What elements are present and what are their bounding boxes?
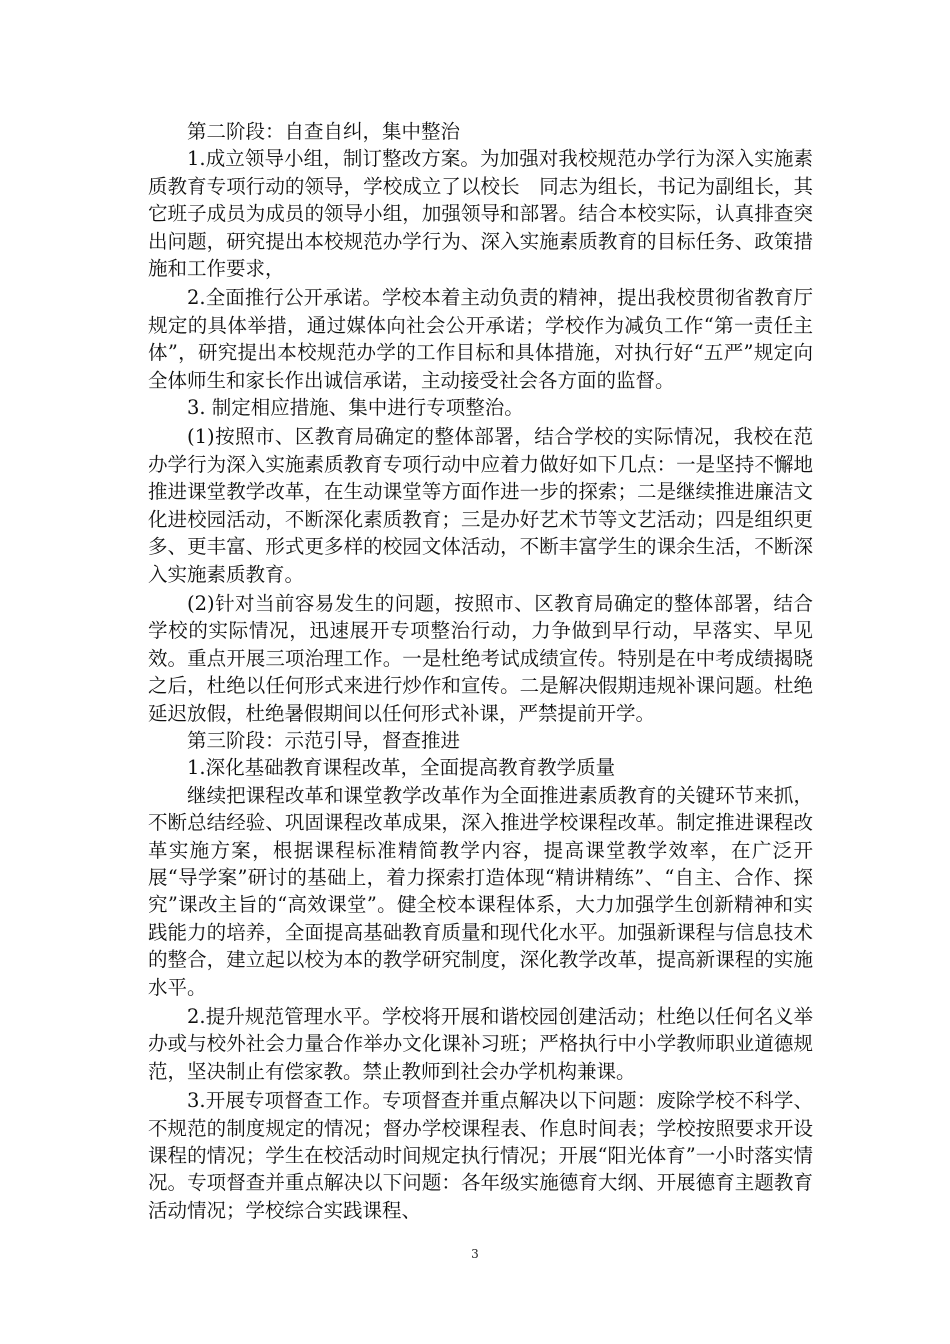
page-number: 3 [471, 1247, 479, 1261]
paragraph-measures-heading: 3. 制定相应措施、集中进行专项整治。 [187, 396, 524, 420]
paragraph-management: 2.提升规范管理水平。学校将开展和谐校园创建活动；杜绝以任何名义举办或与校外社会力量合作举办文化课补习班；严格执行中小学教师职业道德规范，坚决制止有偿家教。禁止教师到社会办学机构兼课。 [148, 1005, 813, 1083]
paragraph-curriculum-reform-heading: 1.深化基础教育课程改革，全面提高教育教学质量 [187, 756, 616, 780]
section-heading-stage-three: 第三阶段：示范引导，督查推进 [187, 728, 461, 752]
section-heading-stage-two: 第二阶段：自查自纠，集中整治 [187, 120, 461, 143]
paragraph-curriculum-reform: 继续把课程改革和课堂教学改革作为全面推进素质教育的关键环节来抓，不断总结经验、巩固课程改革成果，深入推进学校课程改革。制定推进课程改革实施方案，根据课程标准精简教学内容，提高课堂教学效率，在广泛开展“导学案”研讨的基础上，着力探索打造体现“精讲精练”、“自主、合作、探究”课改主旨的“高效课堂”。健全校本课程体系，大力加强学生创新精神和实践能力的培养，全面提高基础教育质量和现代化水平。加强新课程与信息技术的整合，建立起以校为本的教学研究制度，深化教学改革，提高新课程的实施水平。 [148, 783, 813, 999]
paragraph-leadership-group: 1.成立领导小组，制订整改方案。为加强对我校规范办学行为深入实施素质教育专项行动的领导，学校成立了以校长 同志为组长，书记为副组长，其它班子成员为成员的领导小组，加强领导和部署。结合本校实际，认真排查突出问题，研究提出本校规范办学行为、深入实施素质教育的目标任务、政策措施和工作要求， [148, 147, 813, 281]
paragraph-public-commitment: 2.全面推行公开承诺。学校本着主动负责的精神，提出我校贯彻省教育厅规定的具体举措，通过媒体向社会公开承诺；学校作为减负工作“第一责任主体”，研究提出本校规范办学的工作目标和具体措施，对执行好“五严”规定向全体师生和家长作出诚信承诺，主动接受社会各方面的监督。 [148, 286, 813, 392]
paragraph-item-2: (2)针对当前容易发生的问题，按照市、区教育局确定的整体部署，结合学校的实际情况，迅速展开专项整治行动，力争做到早行动，早落实、早见效。重点开展三项治理工作。一是杜绝考试成绩宣传。特别是在中考成绩揭晓之后，杜绝以任何形式来进行炒作和宣传。二是解决假期违规补课问题。杜绝延迟放假，杜绝暑假期间以任何形式补课，严禁提前开学。 [148, 591, 813, 725]
paragraph-inspection: 3.开展专项督查工作。专项督查并重点解决以下问题：废除学校不科学、不规范的制度规定的情况；督办学校课程表、作息时间表；学校按照要求开设课程的情况；学生在校活动时间规定执行情况；开展“阳光体育”一小时落实情况。专项督查并重点解决以下问题：各年级实施德育大纲、开展德育主题教育活动情况；学校综合实践课程、 [148, 1089, 813, 1222]
paragraph-item-1: (1)按照市、区教育局确定的整体部署，结合学校的实际情况，我校在范办学行为深入实施素质教育专项行动中应着力做好如下几点：一是坚持不懈地推进课堂教学改革，在生动课堂等方面作进一步的探索；二是继续推进廉洁文化进校园活动，不断深化素质教育；三是办好艺术节等文艺活动；四是组织更多、更丰富、形式更多样的校园文体活动，不断丰富学生的课余生活，不断深入实施素质教育。 [148, 425, 813, 586]
document-body [148, 118, 813, 1224]
